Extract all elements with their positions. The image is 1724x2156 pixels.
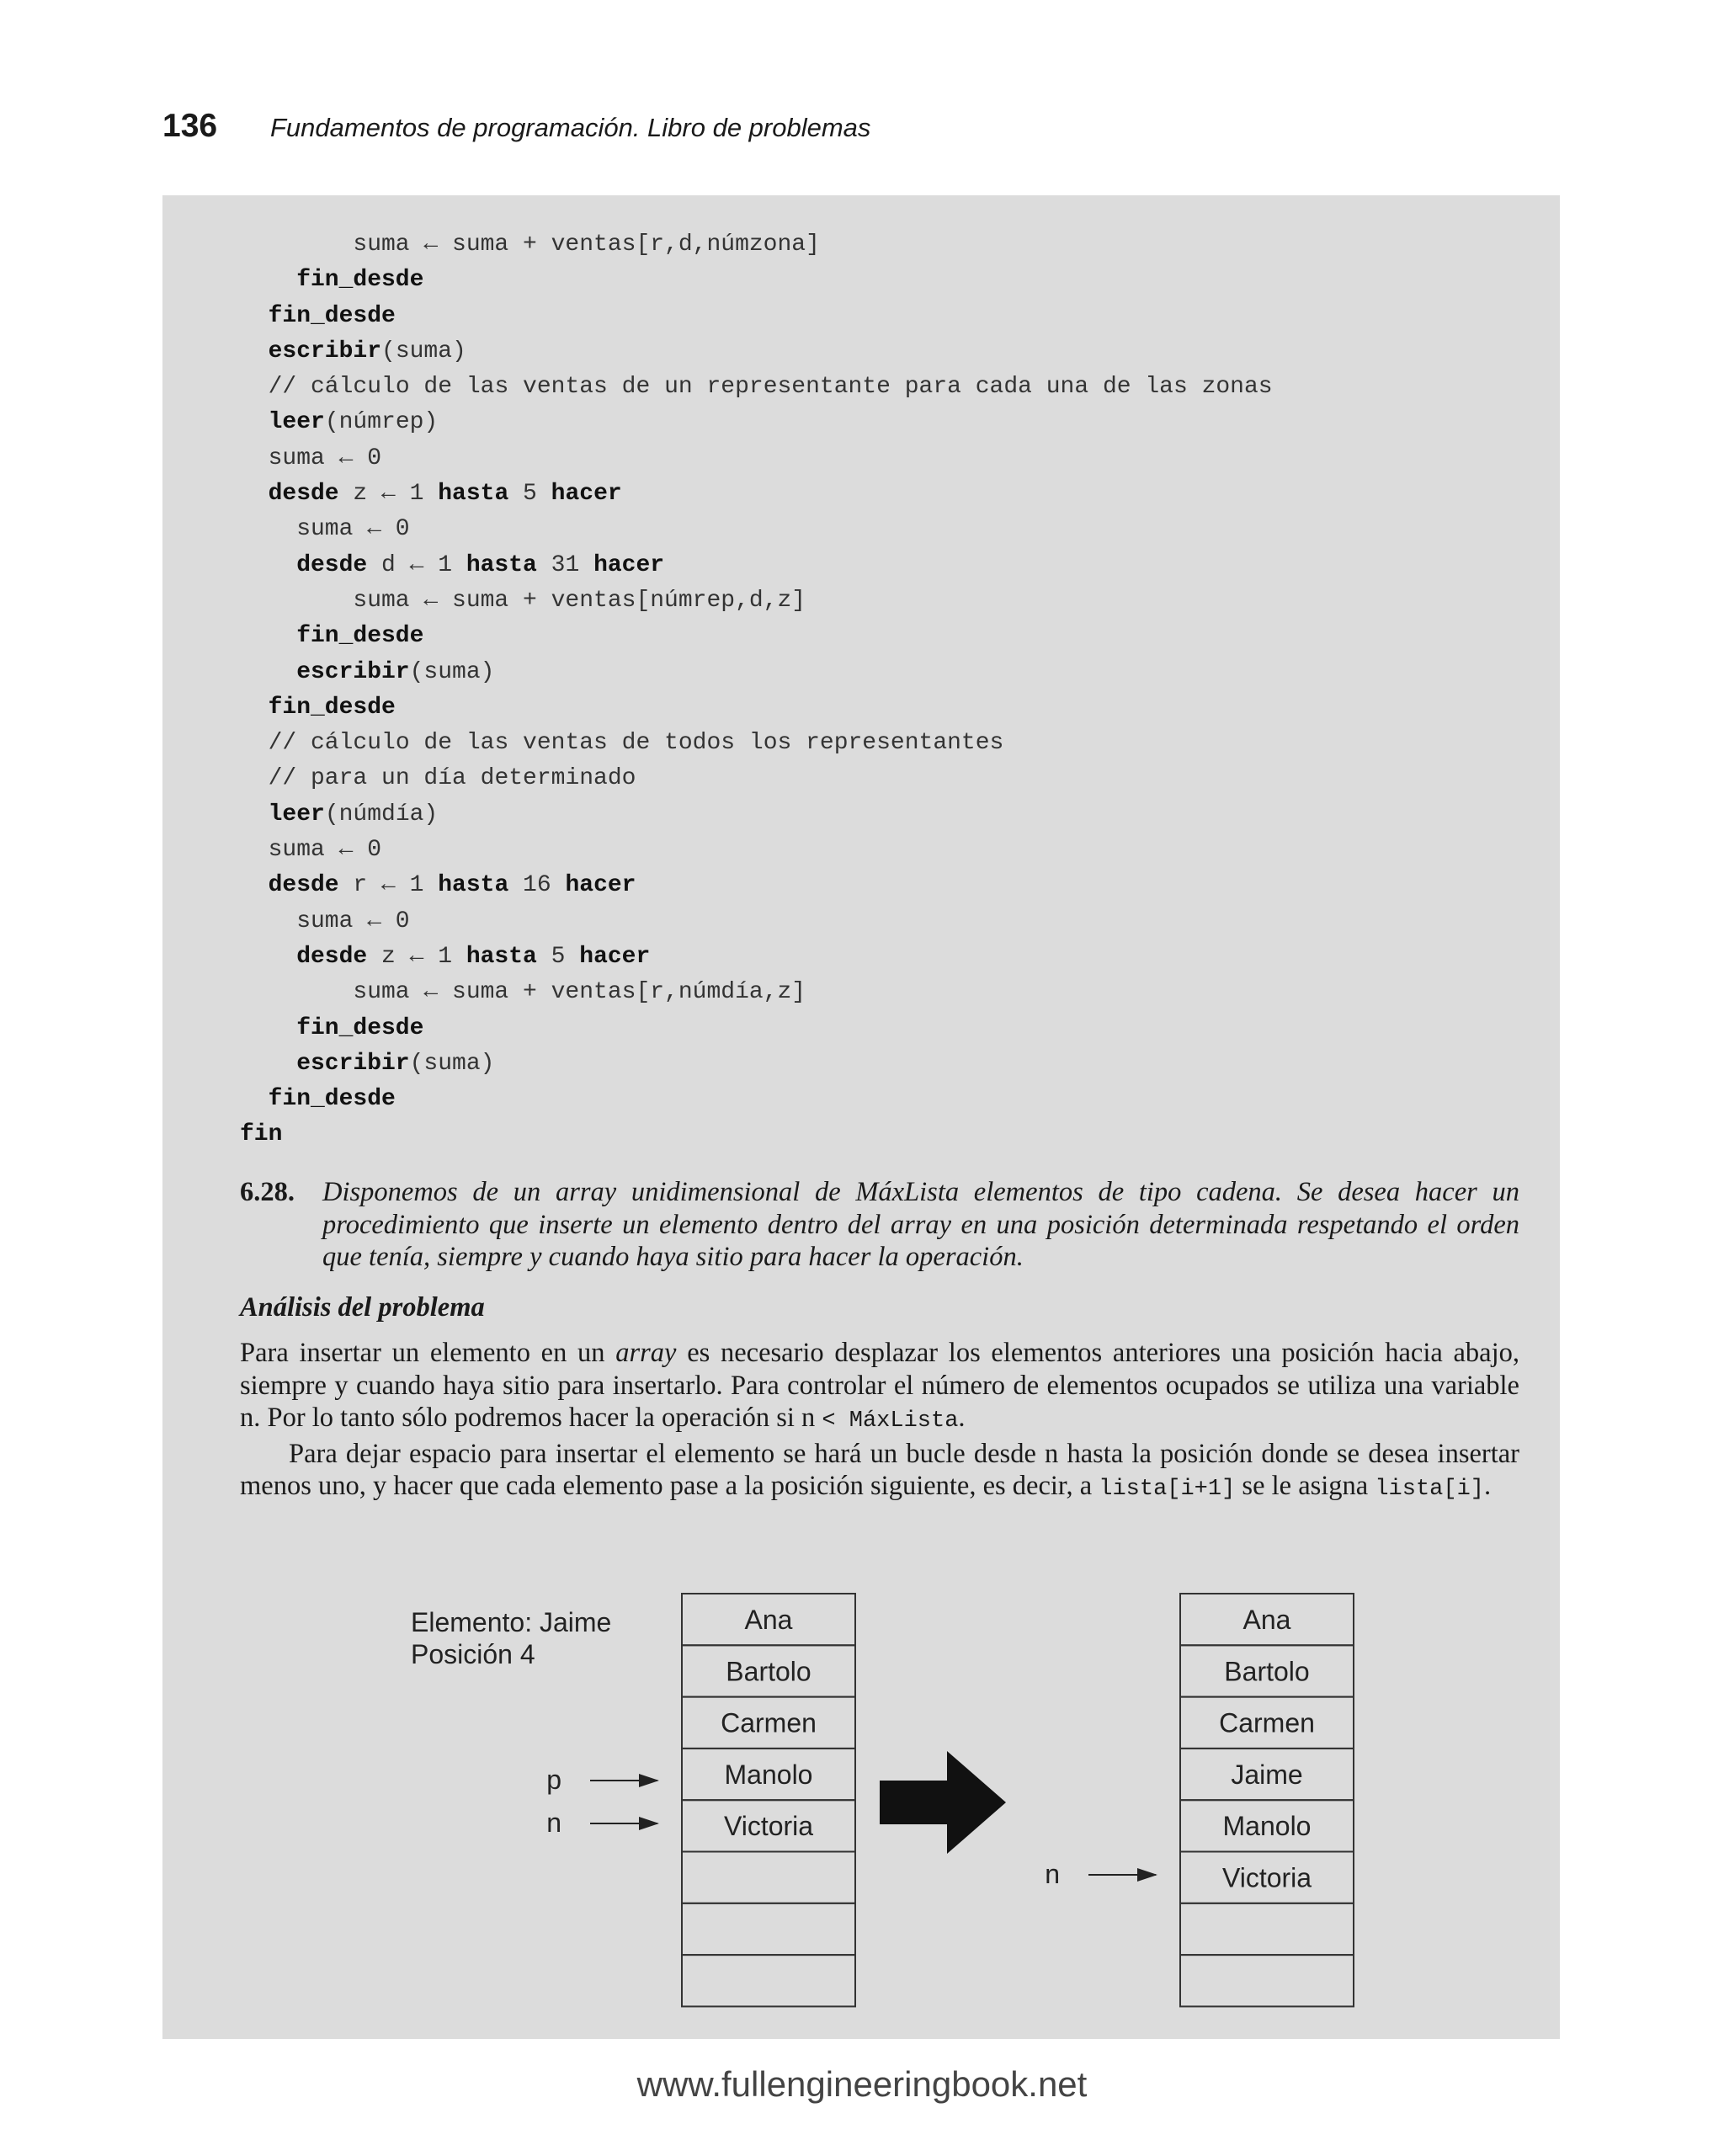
code-keyword: escribir bbox=[296, 1050, 410, 1077]
array-cell bbox=[1180, 1852, 1354, 1903]
inline-code: lista[i] bbox=[1375, 1477, 1484, 1502]
text-run: . bbox=[1483, 1471, 1492, 1501]
page-header bbox=[162, 108, 870, 158]
pointer-n-before-label: n bbox=[546, 1807, 561, 1838]
pseudocode-block bbox=[240, 227, 1273, 1153]
code-text: suma ← 0 bbox=[296, 516, 410, 543]
problem-number: 6.28. bbox=[240, 1177, 295, 1207]
array-cell-value: Manolo bbox=[724, 1759, 813, 1790]
array-cell bbox=[1180, 1645, 1354, 1696]
code-line bbox=[240, 690, 1273, 726]
text-run: Para dejar espacio para insertar el elemento se hará un bucle desde n hasta la posición donde se desea insertar menos uno, y hacer que cada elemento pase a la posición siguiente, es decir, a bbox=[240, 1438, 1519, 1501]
running-title: Fundamentos de programación. Libro de problemas bbox=[270, 113, 871, 142]
pointer-p-label: p bbox=[546, 1765, 561, 1795]
code-keyword: desde bbox=[296, 943, 368, 970]
array-cell bbox=[682, 1800, 855, 1851]
code-line bbox=[240, 1011, 1273, 1046]
code-text: z ← 1 bbox=[367, 943, 466, 970]
code-text: r ← 1 bbox=[338, 872, 439, 899]
code-text: (suma) bbox=[409, 658, 495, 685]
code-line bbox=[240, 583, 1273, 619]
code-text: 5 bbox=[508, 481, 551, 508]
code-keyword: desde bbox=[296, 551, 368, 578]
code-text: suma ← 0 bbox=[268, 837, 382, 864]
array-cell bbox=[682, 1749, 855, 1800]
text-run: . bbox=[958, 1403, 966, 1433]
array-cell bbox=[1180, 1749, 1354, 1800]
array-after bbox=[1180, 1594, 1354, 2006]
array-cell-value: Victoria bbox=[723, 1811, 814, 1842]
code-text: z ← 1 bbox=[338, 481, 439, 508]
array-cell-value: Jaime bbox=[1231, 1759, 1303, 1790]
code-text: suma ← 0 bbox=[296, 908, 410, 934]
inline-code: lista[i+1] bbox=[1099, 1477, 1236, 1502]
code-line bbox=[240, 441, 1273, 476]
code-text: // para un día determinado bbox=[268, 765, 636, 792]
code-line bbox=[240, 904, 1273, 940]
code-text: 16 bbox=[508, 872, 566, 899]
code-line bbox=[240, 1046, 1273, 1082]
code-keyword: hacer bbox=[551, 481, 622, 508]
code-text: 31 bbox=[536, 551, 594, 578]
code-line bbox=[240, 299, 1273, 334]
code-keyword: fin_desde bbox=[296, 1014, 424, 1041]
code-text: suma ← suma + ventas[r,d,númzona] bbox=[353, 232, 820, 258]
code-keyword: leer bbox=[268, 801, 325, 828]
text-run: Para insertar un elemento en un bbox=[240, 1338, 616, 1368]
code-keyword: hacer bbox=[593, 551, 665, 578]
problem-statement: Disponemos de un array unidimensional de MáxLista elementos de tipo cadena. Se desea hacer un procedimiento que inserte un elemento dentro del array en una posición determinada respetando el orden que tenía, siempre y cuando haya sitio para hacer la operación. bbox=[322, 1177, 1519, 1272]
array-cell bbox=[682, 1697, 855, 1749]
array-cell bbox=[1180, 1955, 1354, 2006]
problem-6-28 bbox=[240, 1176, 1519, 1274]
array-cell-value: Bartolo bbox=[726, 1656, 811, 1687]
analysis-paragraph-2 bbox=[240, 1438, 1519, 1506]
code-text: (númrep) bbox=[324, 409, 439, 436]
code-line bbox=[240, 726, 1273, 761]
code-keyword: desde bbox=[268, 481, 339, 508]
code-text: (suma) bbox=[381, 338, 466, 365]
code-keyword: hacer bbox=[565, 872, 636, 899]
array-cell bbox=[682, 1645, 855, 1696]
code-line bbox=[240, 227, 1273, 263]
array-cell bbox=[682, 1594, 855, 1645]
array-cell-value: Victoria bbox=[1221, 1862, 1312, 1893]
code-line bbox=[240, 334, 1273, 370]
code-line bbox=[240, 833, 1273, 868]
array-cell bbox=[1180, 1903, 1354, 1955]
code-text: 5 bbox=[536, 943, 580, 970]
code-line bbox=[240, 975, 1273, 1010]
code-line bbox=[240, 476, 1273, 512]
code-keyword: fin_desde bbox=[296, 267, 424, 294]
array-cell bbox=[682, 1852, 855, 1903]
inline-code: < MáxLista bbox=[822, 1408, 959, 1434]
array-cell bbox=[1180, 1800, 1354, 1851]
code-line bbox=[240, 263, 1273, 298]
array-before bbox=[682, 1594, 855, 2006]
code-text: suma ← 0 bbox=[268, 445, 382, 471]
page-number: 136 bbox=[162, 108, 218, 144]
code-keyword: fin_desde bbox=[268, 1086, 396, 1113]
code-keyword: hasta bbox=[466, 943, 537, 970]
code-text: (suma) bbox=[409, 1050, 495, 1077]
analysis-paragraph-1 bbox=[240, 1337, 1519, 1438]
code-text: suma ← suma + ventas[r,númdía,z] bbox=[353, 979, 806, 1006]
italic-term: array bbox=[615, 1338, 677, 1368]
code-keyword: leer bbox=[268, 409, 325, 436]
code-keyword: fin_desde bbox=[268, 302, 396, 329]
code-keyword: hasta bbox=[466, 551, 537, 578]
text-run: se le asigna bbox=[1235, 1471, 1375, 1501]
code-keyword: hasta bbox=[438, 872, 509, 899]
array-cell-value: Carmen bbox=[721, 1707, 817, 1738]
code-line bbox=[240, 868, 1273, 903]
code-keyword: hasta bbox=[438, 481, 509, 508]
code-line bbox=[240, 370, 1273, 405]
array-cell-value: Manolo bbox=[1222, 1811, 1312, 1842]
analysis-text bbox=[240, 1337, 1519, 1506]
code-line bbox=[240, 512, 1273, 547]
code-keyword: escribir bbox=[268, 338, 382, 365]
code-text: d ← 1 bbox=[367, 551, 466, 578]
code-line bbox=[240, 655, 1273, 690]
array-cell-value: Carmen bbox=[1219, 1707, 1315, 1738]
code-line bbox=[240, 761, 1273, 796]
code-keyword: desde bbox=[268, 872, 339, 899]
code-keyword: fin_desde bbox=[296, 623, 424, 650]
code-line bbox=[240, 548, 1273, 583]
transform-arrow bbox=[880, 1751, 1006, 1854]
array-cell bbox=[1180, 1697, 1354, 1749]
code-line bbox=[240, 940, 1273, 975]
code-line bbox=[240, 1082, 1273, 1117]
array-cell bbox=[682, 1955, 855, 2006]
code-line bbox=[240, 405, 1273, 440]
code-keyword: hacer bbox=[579, 943, 651, 970]
array-cell-value: Ana bbox=[1242, 1605, 1291, 1635]
code-text: // cálculo de las ventas de un representante para cada una de las zonas bbox=[268, 374, 1273, 401]
array-cell-value: Ana bbox=[744, 1605, 793, 1635]
code-keyword: fin bbox=[240, 1121, 283, 1148]
code-keyword: escribir bbox=[296, 658, 410, 685]
footer-url: www.fullengineeringbook.net bbox=[636, 2064, 1088, 2104]
position-label: Posición 4 bbox=[411, 1639, 535, 1669]
array-cell bbox=[682, 1903, 855, 1955]
code-line bbox=[240, 797, 1273, 833]
analysis-heading: Análisis del problema bbox=[240, 1292, 485, 1323]
code-line bbox=[240, 1117, 1273, 1153]
element-label: Elemento: Jaime bbox=[411, 1607, 612, 1637]
pointer-n-after-label: n bbox=[1045, 1859, 1060, 1889]
code-text: suma ← suma + ventas[númrep,d,z] bbox=[353, 587, 806, 614]
code-line bbox=[240, 619, 1273, 654]
code-keyword: fin_desde bbox=[268, 694, 396, 721]
array-cell-value: Bartolo bbox=[1224, 1656, 1310, 1687]
code-text: (númdía) bbox=[324, 801, 439, 828]
code-text: // cálculo de las ventas de todos los representantes bbox=[268, 730, 1004, 757]
array-cell bbox=[1180, 1594, 1354, 1645]
text-run: es necesario desplazar los elementos anteriores una posición hacia abajo, siempre y cuando haya sitio para insertarlo. Para controlar el número de elementos ocupados se utiliza una variable n. Por lo tanto sólo podremos hacer la operación si n bbox=[240, 1338, 1519, 1433]
content-panel bbox=[162, 195, 1560, 2039]
